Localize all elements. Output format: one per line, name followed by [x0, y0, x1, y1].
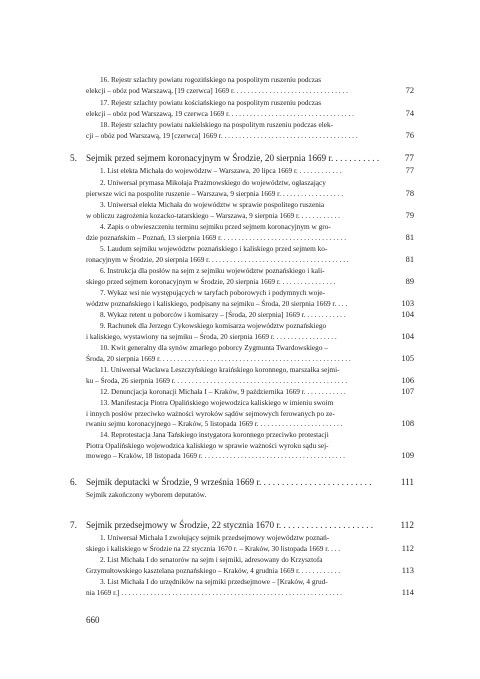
section-number: 6.: [70, 477, 77, 487]
toc-entry: [86, 178, 414, 199]
entry-text-line: 7. Wykaz wsi nie występujących w taryfach poborowych i podymnych woje-: [100, 288, 325, 297]
entry-page-number: 104: [401, 310, 414, 319]
entry-text-line: 3. Uniwersał elekta Michała do województw w sprawie pospolitego ruszenia: [100, 200, 325, 209]
entry-page-number: 106: [401, 375, 414, 385]
entry-text-line: 4. Zapis o obwieszczeniu terminu sejmiku przed sejmem koronacyjnym w gro-: [100, 222, 331, 231]
entry-text-line: skiego i kaliskiego w Środzie na 22 stycznia 1670 r. – Kraków, 30 listopada 1669 r. . . . 112: [86, 543, 414, 553]
entry-text-line: 3. List Michała I do urzędników na sejmiki przedsejmowe – [Kraków, 4 grud-: [100, 577, 328, 586]
section-title-line: [70, 519, 414, 531]
toc-entry: [86, 200, 414, 221]
toc-entry: [86, 75, 414, 96]
entry-text-line: w obliczu zagrożenia kozacko-tatarskiego – Warszawa, 9 sierpnia 1669 r. . . . . . . . . . . . 79: [86, 210, 414, 220]
entry-text-line: 8. Wykaz retent u poborców i komisarzy – [Środa, 20 sierpnia] 1669 r. . . . . . . . . . . . 104: [100, 310, 414, 319]
entry-text-line: 14. Reprotestacja Jana Tańskiego instygatora koronnego przeciwko protestacji: [100, 430, 329, 439]
toc-entry: [86, 266, 414, 287]
section-title-line: [70, 152, 414, 164]
entry-page-number: 112: [401, 543, 414, 553]
toc-entry: [86, 120, 414, 141]
toc-section: [70, 519, 414, 531]
entry-text-line: pierwsze wici na pospolite ruszenie – Warszawa, 9 sierpnia 1669 r. . . . . . . . . . . . . . . . . . 78: [86, 188, 414, 198]
entry-text-line: rwaniu sejmu koronacyjnego – Kraków, 5 listopada 1669 r. . . . . . . . . . . . . . . . . . . . . . . . 108: [86, 419, 414, 429]
entry-text-line: dzie poznańskim – Poznań, 13 sierpnia 1669 r. . . . . . . . . . . . . . . . . . . . . . . . . . . . . . . . . . . 81: [86, 232, 414, 242]
entry-page-number: 105: [401, 353, 414, 363]
entry-text-line: 9. Rachunek dla Jerzego Cykowskiego komisarza województw poznańskiego: [100, 321, 327, 330]
section-title: Sejmik przed sejmem koronacyjnym w Środzie, 20 sierpnia 1669 r. . . . . . . . . . .: [86, 153, 380, 163]
entry-text-line: 16. Rejestr szlachty powiatu rogozińskiego na pospolitym ruszeniu podczas: [100, 75, 322, 84]
page-number: 660: [86, 615, 100, 625]
toc-entry: [86, 244, 414, 265]
entry-text-line: elekcji – obóz pod Warszawą, [19 czerwca] 1669 r. . . . . . . . . . . . . . . . . . . . . . . . . . . . . . . . 72: [86, 85, 414, 95]
entry-text-line: 6. Instrukcja dla posłów na sejm z sejmiku województw poznańskiego i kali-: [100, 266, 325, 275]
section-page-number: 111: [400, 477, 414, 487]
entry-text-line: ronacyjnym w Środzie, 20 sierpnia 1669 r. . . . . . . . . . . . . . . . . . . . . . . . . . . . . . . . . . . . . . . 81: [86, 254, 414, 264]
toc-entry: [86, 166, 414, 177]
entry-page-number: 78: [405, 188, 414, 198]
entry-text-line: 10. Kwit generalny dla synów zmarłego poborcy Zygmunta Twardowskiego –: [100, 343, 328, 352]
toc-entry: [86, 577, 414, 598]
entry-text-line: 17. Rejestr szlachty powiatu kościańskiego na pospolitym ruszeniu podczas: [100, 98, 322, 107]
entry-text-line: 1. Uniwersał Michała I zwołujący sejmik przedsejmowy województw poznań-: [100, 533, 330, 542]
section-page-number: 112: [400, 520, 414, 530]
toc-entry: [86, 398, 414, 430]
entry-text-line: i kaliskiego, wystawiony na sejmiku – Środa, 20 sierpnia 1669 r. . . . . . . . . . . . . . . . . . 104: [86, 331, 414, 341]
entry-page-number: 107: [401, 387, 414, 396]
entry-page-number: 108: [401, 419, 414, 429]
entry-page-number: 72: [405, 85, 414, 95]
entry-text-line: 13. Manifestacja Piotra Opalińskiego wojewodzica kaliskiego w imieniu swoim: [100, 398, 334, 407]
entry-page-number: 114: [401, 587, 414, 597]
toc-entry: [86, 555, 414, 576]
entry-page-number: 76: [405, 130, 414, 140]
entry-page-number: 79: [405, 210, 414, 220]
entry-text-line: Grzymułtowskiego kasztelana poznańskiego – Kraków, 4 grudnia 1669 r. . . . . . . . . . . . 113: [86, 565, 414, 575]
toc-entry: [86, 288, 414, 309]
toc-section: [70, 476, 414, 488]
entry-page-number: 74: [405, 108, 414, 118]
entry-text-line: 18. Rejestr szlachty powiatu nakielskiego na pospolitym ruszeniu podczas elek-: [100, 120, 334, 129]
entry-text-line: wództw poznańskiego i kaliskiego, podpisany na sejmiku – Środa, 20 sierpnia 1669 r. . . . 103: [86, 298, 414, 308]
toc-entry: [86, 387, 414, 398]
section-title-line: [70, 476, 414, 488]
entry-text-line: 12. Denuncjacja koronacji Michała I – Kraków, 9 października 1669 r. . . . . . . . . . . . 107: [100, 387, 414, 396]
entry-page-number: 104: [401, 331, 414, 341]
entry-text-line: skiego przed sejmem koronacyjnym w Środzie, 20 sierpnia 1669 r. . . . . . . . . . . . . . . . 89: [86, 276, 414, 286]
entry-text-line: 2. Uniwersał prymasa Mikołaja Prażmowskiego do województw, ogłaszający: [100, 178, 326, 187]
entry-text-line: Sejmik zakończony wyborem deputatów.: [86, 490, 207, 499]
entry-text-line: 11. Uniwersał Wacława Leszczyńskiego kraińskiego koronnego, marszałka sejmi-: [100, 365, 340, 374]
entry-page-number: 103: [401, 298, 414, 308]
entry-page-number: 89: [405, 276, 414, 286]
entry-text-line: 5. Laudum sejmiku województw poznańskiego i kaliskiego przed sejmem ko-: [100, 244, 328, 253]
toc-note: [86, 490, 414, 501]
toc-entry: [86, 310, 414, 321]
entry-page-number: 81: [405, 232, 414, 242]
entry-text-line: elekcji – obóz pod Warszawą, 19 czerwca 1669 r. . . . . . . . . . . . . . . . . . . . . . . . . . . . . . . . . . . 74: [86, 108, 414, 118]
toc-entry: [86, 222, 414, 243]
toc-section: [70, 152, 414, 164]
entry-page-number: 113: [401, 565, 414, 575]
section-number: 7.: [70, 520, 77, 530]
toc-entry: [86, 533, 414, 554]
section-page-number: 77: [404, 153, 414, 163]
entry-text-line: Piotra Opalińskiego wojewodzica kaliskiego w sprawie ważności wyroku sądu sej-: [86, 440, 329, 450]
section-number: 5.: [70, 153, 77, 163]
entry-text-line: mowego – Kraków, 18 listopada 1669 r. . . . . . . . . . . . . . . . . . . . . . . . . . . . . . . . . . . . . . . . 109: [86, 451, 414, 461]
entry-text-line: Środa, 20 sierpnia 1669 r. . . . . . . . . . . . . . . . . . . . . . . . . . . . . . . . . . . . . . . . . . . . . . . . . . . . . 105: [86, 353, 414, 363]
entry-text-line: 2. List Michała I do senatorów na sejm i sejmiki, adresowany do Krzysztofa: [100, 555, 323, 564]
section-title: Sejmik deputacki w Środzie, 9 września 1669 r. . . . . . . . . . . . . . . . . . . . . . . . .: [86, 477, 372, 487]
section-title: Sejmik przedsejmowy w Środzie, 22 stycznia 1670 r. . . . . . . . . . . . . . . . . . . . .: [86, 520, 374, 530]
toc-entry: [86, 365, 414, 386]
toc-entry: [86, 321, 414, 342]
toc-entry: [86, 343, 414, 364]
entry-page-number: 109: [401, 451, 414, 461]
toc-entry: [86, 98, 414, 119]
entry-page-number: 77: [405, 166, 414, 175]
toc-entry: [86, 430, 414, 462]
entry-text-line: cji – obóz pod Warszawą, 19 [czerwca] 1669 r. . . . . . . . . . . . . . . . . . . . . . . . . . . . . . . . . . . . . . 76: [86, 130, 414, 140]
entry-text-line: nia 1669 r.] . . . . . . . . . . . . . . . . . . . . . . . . . . . . . . . . . . . . . . . . . . . . . . . . . . . . . . . . . . . . . 114: [86, 587, 414, 597]
entry-page-number: 81: [405, 254, 414, 264]
entry-text-line: ku – Środa, 26 sierpnia 1669 r. . . . . . . . . . . . . . . . . . . . . . . . . . . . . . . . . . . . . . . . . . . . . . . . 106: [86, 375, 414, 385]
entry-text-line: i innych posłów przeciwko ważności wyroków sądów sejmowych ferowanych po ze-: [86, 408, 335, 418]
entry-text-line: 1. List elekta Michała do województw – Warszawa, 20 lipca 1669 r. . . . . . . . . . . . . 77: [100, 166, 414, 175]
